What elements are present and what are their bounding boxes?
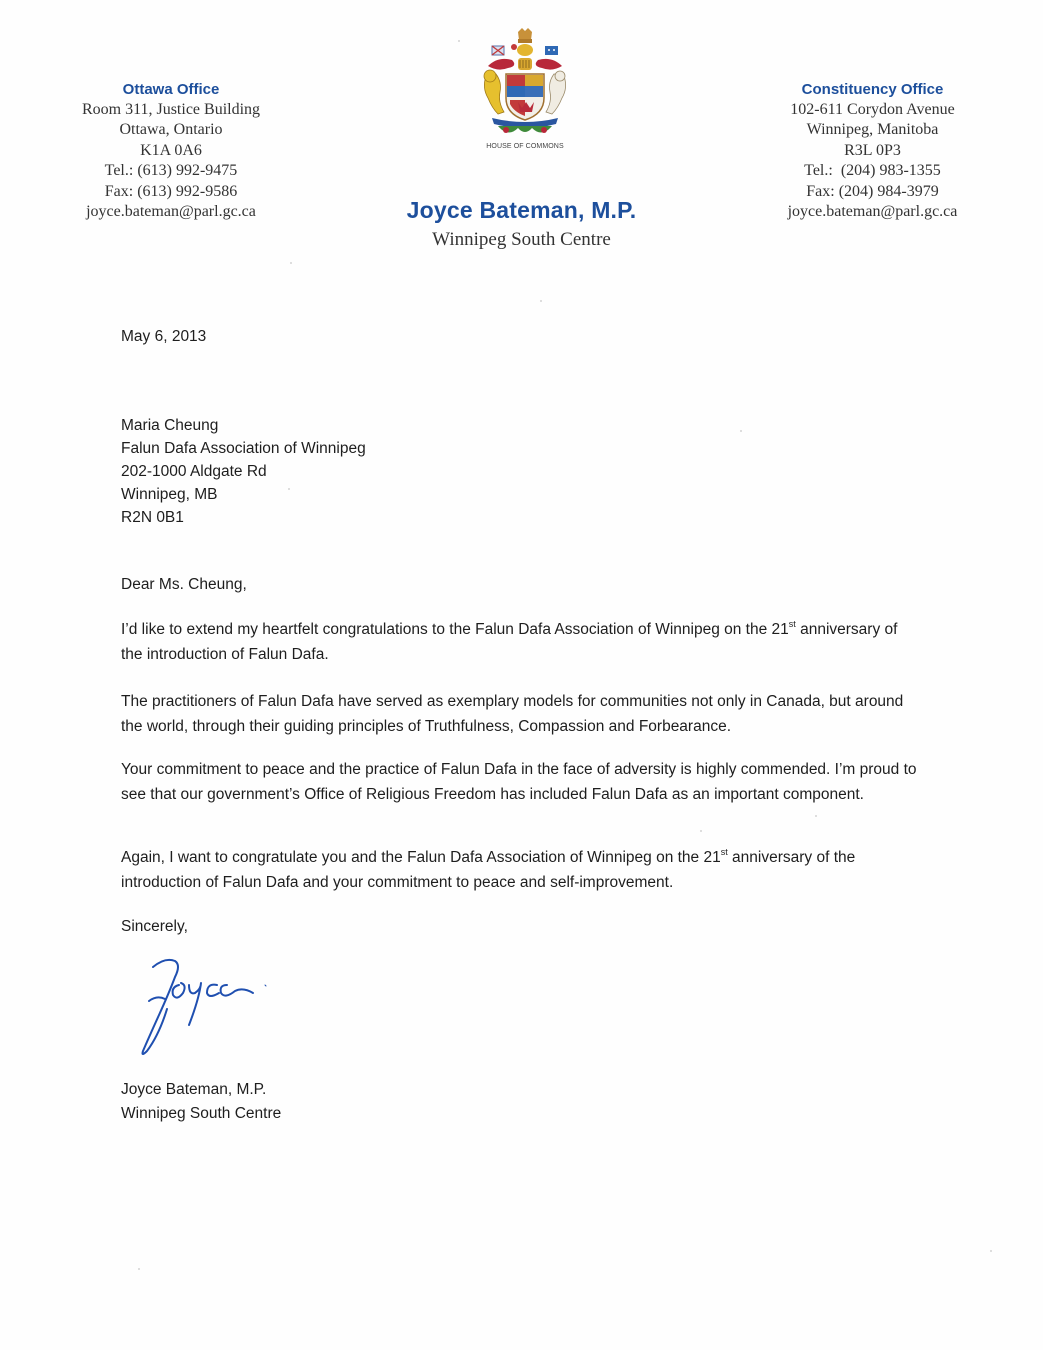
scan-speck [290,262,292,264]
ottawa-office-heading: Ottawa Office [122,81,220,98]
ottawa-email: joyce.bateman@parl.gc.ca [86,203,256,221]
recipient-street: 202-1000 Aldgate Rd [121,463,267,480]
signer-riding: Winnipeg South Centre [121,1105,282,1122]
signer-block [121,1078,281,1126]
constituency-office-block [760,80,985,222]
ottawa-fax: Fax: (613) 992-9586 [104,182,238,200]
scan-speck [990,1250,992,1252]
scan-speck [815,815,817,817]
mp-name-heading: Joyce Bateman, M.P. [406,197,637,223]
signature-icon [135,955,275,1060]
house-of-commons-label: HOUSE OF COMMONS [486,143,564,150]
scan-speck [288,488,290,490]
constituency-city-line: Winnipeg, Manitoba [806,121,939,139]
letter-date: May 6, 2013 [121,328,207,345]
paragraph-congratulations [121,618,921,667]
constituency-email: joyce.bateman@parl.gc.ca [787,203,958,221]
scan-speck [458,40,460,42]
constituency-telephone: Tel.: (204) 983-1355 [804,162,941,180]
recipient-name: Maria Cheung [121,417,219,434]
paragraph-text: anniversary of the introduction of Falun Dafa. [121,621,898,663]
paragraph-commitment: Your commitment to peace and the practice of Falun Dafa in the face of adversity is highly commended. I’m proud to see that our government’s Office of Religious Freedom has included Falun Dafa as an important component. [121,761,917,803]
ordinal-suffix: st [720,847,728,857]
signer-name: Joyce Bateman, M.P. [121,1081,267,1098]
scan-speck [700,830,702,832]
paragraph-text: anniversary of the introduction of Falun Dafa and your commitment to peace and self-improvement. [121,849,856,891]
scan-speck [740,430,742,432]
constituency-office-heading: Constituency Office [801,81,944,98]
constituency-address-line: 102-611 Corydon Avenue [790,101,955,118]
recipient-city: Winnipeg, MB [121,486,218,503]
ottawa-office-block [40,80,302,222]
scan-speck [540,300,542,302]
ottawa-telephone: Tel.: (613) 992-9475 [104,162,238,180]
paragraph-text: Again, I want to congratulate you and the Falun Dafa Association of Winnipeg on the 21 [121,849,721,866]
closing: Sincerely, [121,918,188,935]
paragraph-text: I’d like to extend my heartfelt congratulations to the Falun Dafa Association of Winnipeg on the 21 [121,621,789,638]
recipient-organization: Falun Dafa Association of Winnipeg [121,440,366,457]
ordinal-suffix: st [788,619,796,629]
ottawa-address-line: Room 311, Justice Building [81,101,261,118]
recipient-postal-code: R2N 0B1 [121,509,184,526]
coat-of-arms-icon [478,28,572,138]
constituency-fax: Fax: (204) 984-3979 [806,182,939,200]
ottawa-city-line: Ottawa, Ontario [119,121,223,139]
scan-speck [138,1268,140,1270]
constituency-postal-code: R3L 0P3 [844,141,901,159]
paragraph-practitioners: The practitioners of Falun Dafa have served as exemplary models for communities not only in Canada, but around the world, through their guiding principles of Truthfulness, Compassion and Forbearance. [121,693,904,735]
salutation: Dear Ms. Cheung, [121,576,247,593]
recipient-address-block [121,414,366,529]
paragraph-again-congratulate [121,846,921,895]
ottawa-postal-code: K1A 0A6 [140,141,202,159]
mp-riding-subheading: Winnipeg South Centre [432,229,611,250]
